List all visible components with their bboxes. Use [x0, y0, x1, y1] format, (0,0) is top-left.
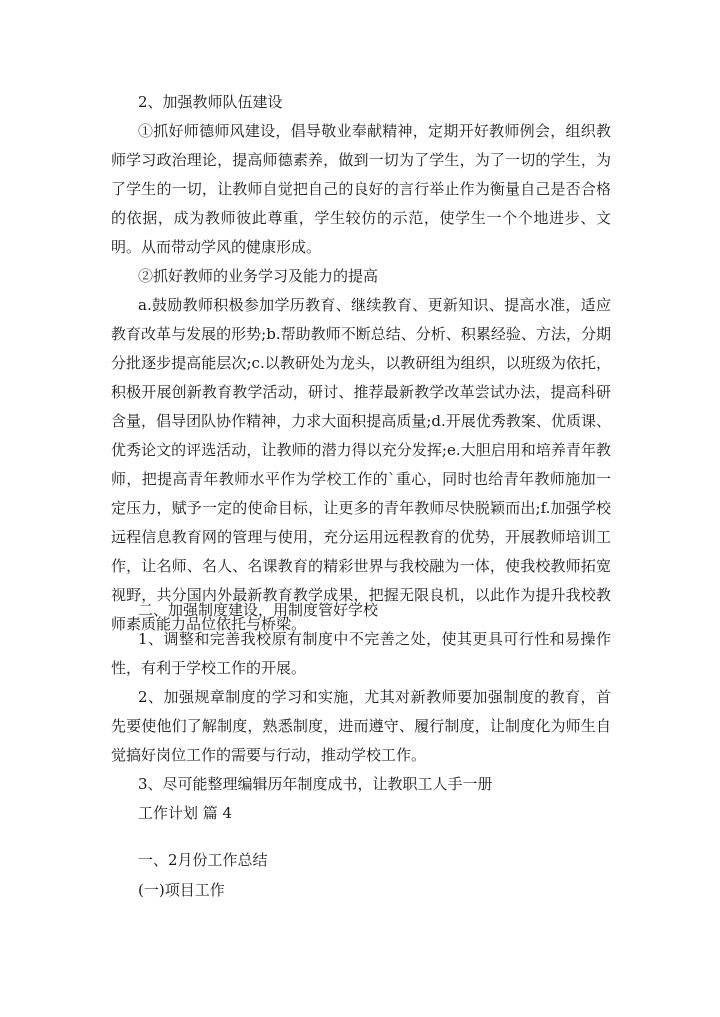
paragraph-ethics: ①抓好师德师风建设，倡导敬业奉献精神，定期开好教师例会，组织教师学习政治理论，提高师德素养，做到一切为了学生，为了一切的学生，为了学生的一切，让教师自觉把自己的良好的言行举止作为衡量自己是否合格的依据，成为教师彼此尊重，学生较仿的示范，使学生一个个地进步、文明。从而带动学风的健康形成。 — [111, 122, 611, 256]
section-heading-institution: 二、加强制度建设，用制度管好学校 — [138, 601, 379, 619]
chapter-title-work-plan-4: 工作计划 篇 4 — [138, 804, 233, 822]
section-heading-business-study: ②抓好教师的业务学习及能力的提高 — [138, 267, 379, 285]
paragraph-rules-study: 2、加强规章制度的学习和实施，尤其对新教师要加强制度的教育，首先要使他们了解制度，熟悉制度，进而遵守、履行制度，让制度化为师生自觉搞好岗位工作的需要与行动，推动学校工作。 — [111, 688, 611, 764]
paragraph-adjust-rules: 1、调整和完善我校原有制度中不完善之处，使其更具可行性和易操作性，有利于学校工作的开展。 — [111, 630, 611, 677]
paragraph-training-items: a.鼓励教师积极参加学历教育、继续教育、更新知识、提高水准，适应教育改革与发展的形势;b.帮助教师不断总结、分析、积累经验、方法，分期分批逐步提高能层次;c.以教研处为龙头，以教研组为组织，以班级为依托，积极开展创新教育教学活动，研讨、推荐最新教学改革尝试办法，提高科研含量，倡导团队协作精神，力求大面积提高质量;d.开展优秀教案、优质课、优秀论文的评选活动，让教师的潜力得以充分发挥;e.大胆启用和培养青年教师，把提高青年教师水平作为学校工作的`重心，同时也给青年教师施加一定压力，赋予一定的使命目标，让更多的青年教师尽快脱颖而出;f.加强学校远程信息教育网的管理与使用，充分运用远程教育的优势，开展教师培训工作，让名师、名人、名课教育的精彩世界与我校融为一体，使我校教师拓宽视野，共分国内外最新教育教学成果，把握无限良机，以此作为提升我校教师素质能力品位依托与桥梁。 — [111, 296, 611, 633]
section-heading-feb-summary: 一、2月份工作总结 — [138, 851, 268, 869]
section-heading-compile-book: 3、尽可能整理编辑历年制度成书，让教职工人手一册 — [138, 775, 493, 793]
section-heading-project-work: (一)项目工作 — [138, 881, 225, 899]
section-heading-teacher-team: 2、加强教师队伍建设 — [138, 93, 283, 111]
